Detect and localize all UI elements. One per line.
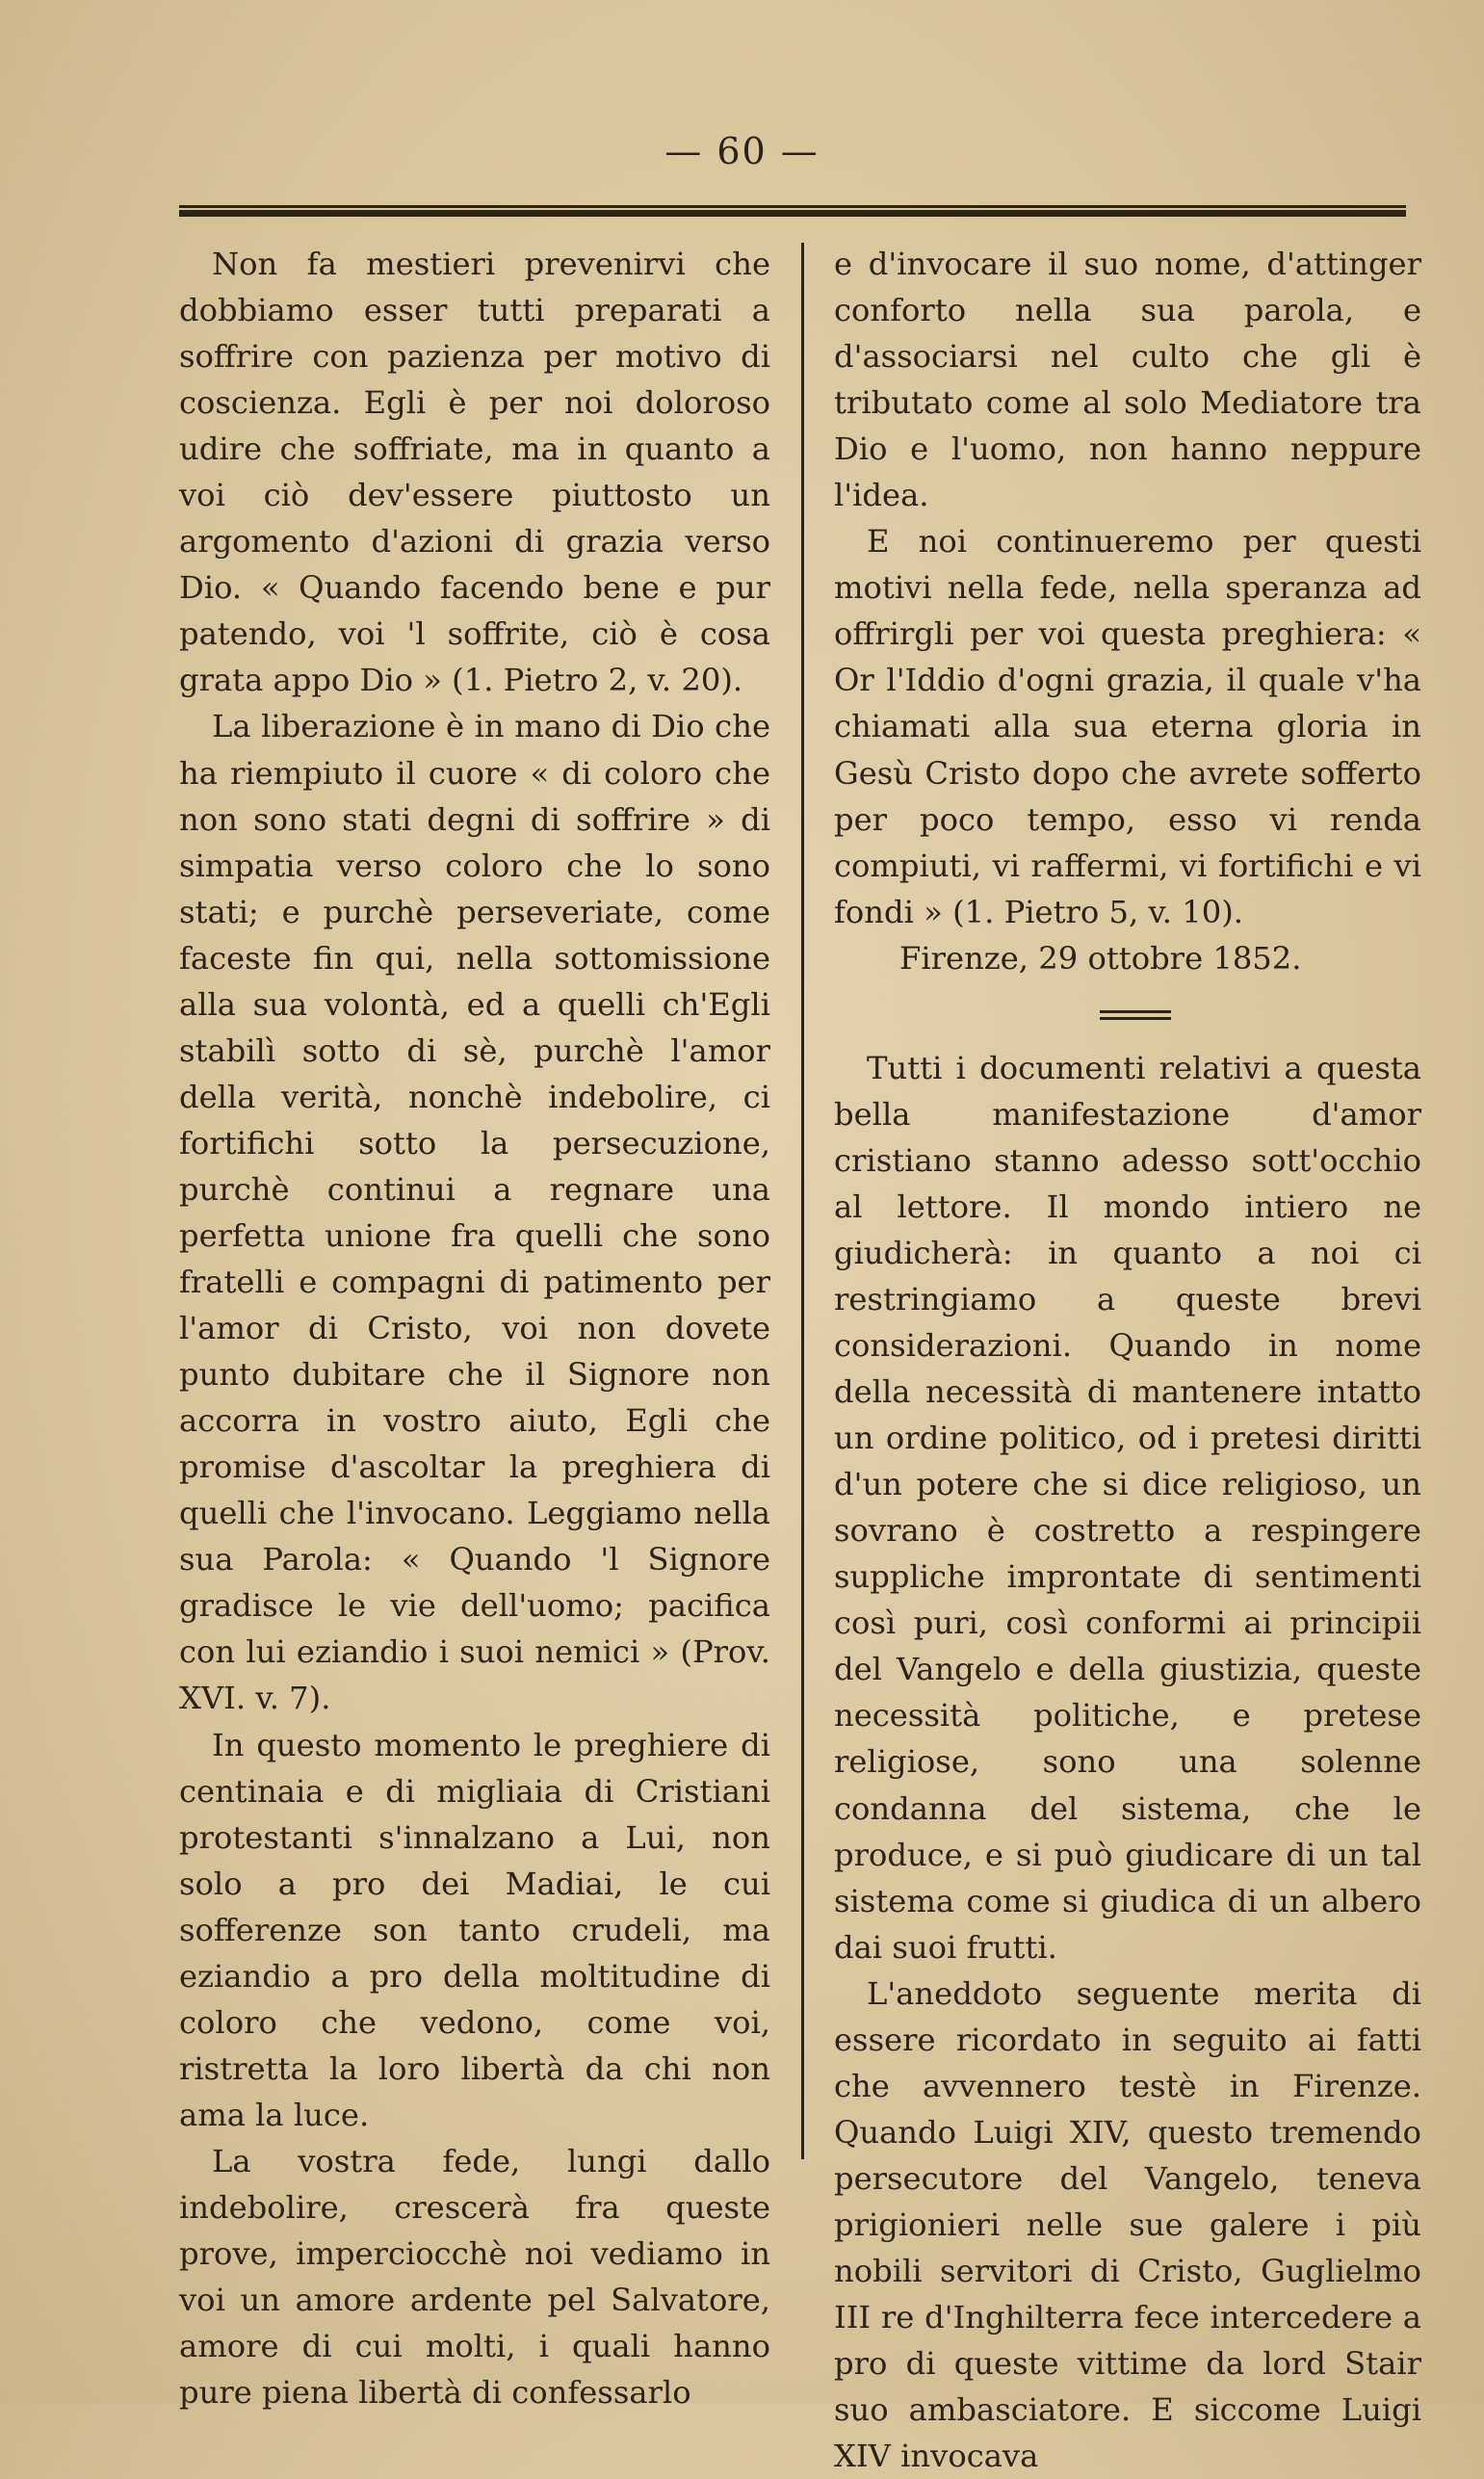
right-paragraph-continuation: e d'invocare il suo nome, d'attinger conforto nella sua parola, e d'associarsi nel culto che gli è tributato come al solo Mediatore tra Dio e l'uomo, non hanno neppure l'idea.: [834, 246, 1421, 514]
dateline: Firenze, 29 ottobre 1852.: [899, 939, 1302, 977]
right-paragraph: L'aneddoto seguente merita di essere ricordato in seguito ai fatti che avvennero testè in Firenze. Quando Luigi XIV, questo tremendo persecutore del Vangelo, teneva prigionieri nelle sue galere i più nobili servitori di Cristo, Guglielmo III re d'Inghilterra fece intercedere a pro di queste vittime da lord Stair suo ambasciatore. E siccome Luigi XIV invocava: [834, 1974, 1421, 2475]
right-paragraph: Tutti i documenti relativi a questa bella manifestazione d'amor cristiano stanno adesso sott'occhio al lettore. Il mondo intiero ne giudicherà: in quanto a noi ci restringiamo a queste brevi considerazioni. Quando in nome della necessità di mantenere intatto un ordine politico, od i pretesi diritti d'un potere che si dice religioso, un sovrano è costretto a respingere suppliche improntate di sentimenti così puri, così conformi ai principii del Vangelo e della giustizia, queste necessità politiche, e pretese religiose, sono una solenne condanna del sistema, che le produce, e si può giudicare di un tal sistema come si giudica di un albero dai suoi frutti.: [834, 1049, 1421, 1966]
header-rule: [179, 205, 1406, 217]
left-paragraph: In questo momento le preghiere di centinaia e di migliaia di Cristiani protestanti s'innalzano a Lui, non solo a pro dei Madiai, le cui sofferenze son tanto crudeli, ma eziandio a pro della moltitudine di coloro che vedono, come voi, ristretta la loro libertà da chi non ama la luce.: [179, 1726, 770, 2133]
left-column: [179, 241, 770, 2415]
right-column: [834, 241, 1421, 2479]
left-paragraph: La vostra fede, lungi dallo indebolire, crescerà fra queste prove, imperciocchè noi vediamo in voi un amore ardente pel Salvatore, amore di cui molti, i quali hanno pure piena libertà di confessarlo: [179, 2142, 770, 2412]
left-paragraph: La liberazione è in mano di Dio che ha riempiuto il cuore « di coloro che non sono stati degni di soffrire » di simpatia verso coloro che lo sono stati; e purchè perseveriate, come faceste fin qui, nella sottomissione alla sua volontà, ed a quelli ch'Egli stabilì sotto di sè, purchè l'amor della verità, nonchè indebolire, ci fortifichi sotto la persecuzione, purchè continui a regnare una perfetta unione fra quelli che sono fratelli e compagni di patimento per l'amor di Cristo, voi non dovete punto dubitare che il Signore non accorra in vostro aiuto, Egli che promise d'ascoltar la preghiera di quelli che l'invocano. Leggiamo nella sua Parola: « Quando 'l Signore gradisce le vie dell'uomo; pacifica con lui eziandio i suoi nemici » (Prov. XVI. v. 7).: [179, 708, 770, 1717]
page-number: — 60 —: [664, 130, 820, 172]
section-ornament: [1100, 1010, 1171, 1020]
right-paragraph-prayer: E noi continueremo per questi motivi nella fede, nella speranza ad offrirgli per voi questa preghiera: « Or l'Iddio d'ogni grazia, il quale v'ha chiamati alla sua eterna gloria in Gesù Cristo dopo che avrete sofferto per poco tempo, esso vi renda compiuti, vi raffermi, vi fortifichi e vi fondi » (1. Pietro 5, v. 10).: [834, 523, 1421, 930]
column-divider: [801, 243, 804, 2159]
left-paragraph: Non fa mestieri prevenirvi che dobbiamo esser tutti preparati a soffrire con pazienza per motivo di coscienza. Egli è per noi doloroso udire che soffriate, ma in quanto a voi ciò dev'essere piuttosto un argomento d'azioni di grazia verso Dio. « Quando facendo bene e pur patendo, voi 'l soffrite, ciò è cosa grata appo Dio » (1. Pietro 2, v. 20).: [179, 246, 770, 699]
